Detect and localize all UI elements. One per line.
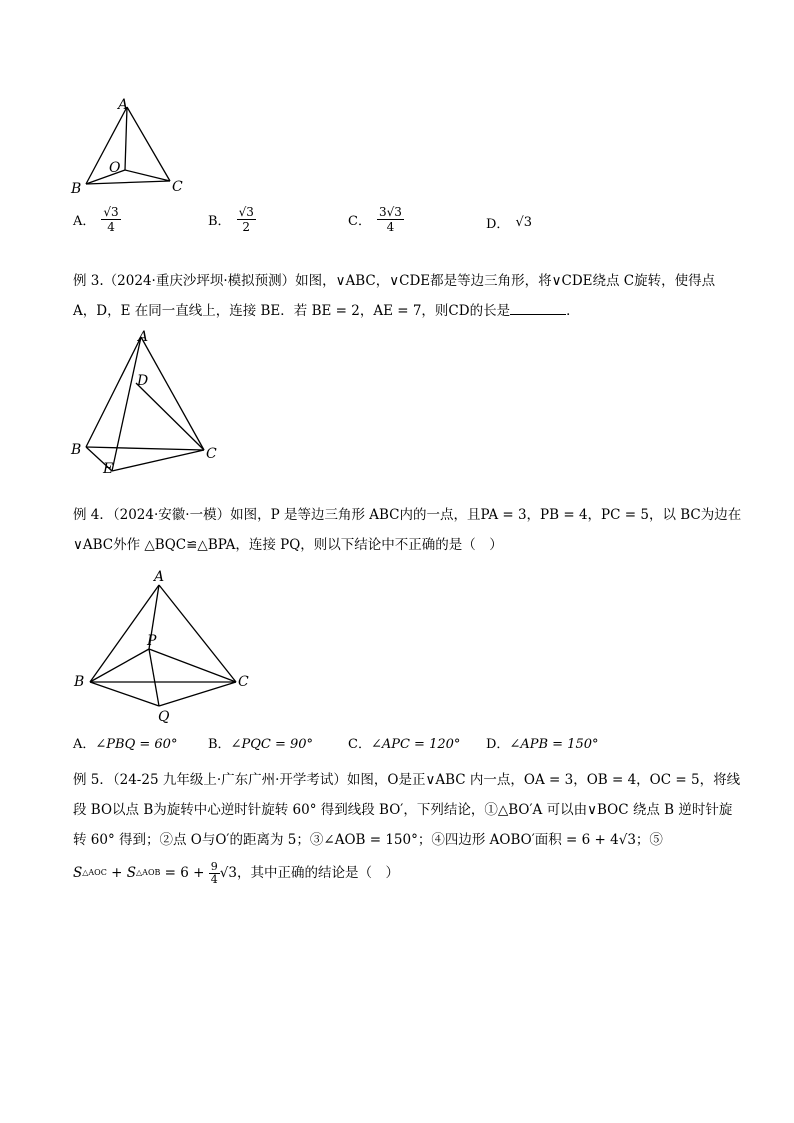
label-B: B: [71, 442, 82, 458]
figure-triangles-abcde: [65, 325, 225, 475]
label-B: B: [71, 181, 82, 197]
answer-blank[interactable]: [510, 300, 566, 315]
example-3-line-2: A，D，E 在同一直线上，连接 BE．若 BE = 2，AE = 7，则CD的长是 ．: [73, 296, 753, 326]
example-4-line-1: 例 4．（2024·安徽·一模）如图，P 是等边三角形 ABC内的一点，且PA = 3，PB = 4，PC = 5，以 BC为边在: [73, 507, 742, 523]
example-4-text: [73, 500, 753, 560]
label-Q: Q: [158, 709, 170, 725]
fraction: $\frac{√3}{2}$: [238, 205, 254, 234]
example-5-line-4: S △AOC + S △AOB = 6 + $\frac{9}{4}$ √3 ，其中正确的结论是（ ）: [73, 859, 399, 886]
option-a: A． $\frac{√3}{4}$: [73, 205, 119, 234]
label-C: C: [172, 179, 183, 195]
option-b: B． $\frac{√3}{2}$: [208, 205, 254, 234]
option-a: A．∠PBQ = 60°: [73, 737, 178, 752]
example-5-text: [73, 765, 753, 891]
label-E: E: [103, 461, 114, 475]
label-C: C: [238, 674, 249, 690]
label-A: A: [118, 97, 129, 113]
example-5-line-1: 例 5．（24-25 九年级上·广东广州·开学考试）如图，O是正∨ABC 内一点，OA = 3，OB = 4，OC = 5，将线: [73, 772, 741, 788]
example-5-line-3: 转 60° 得到；②点 O与O′的距离为 5；③∠AOB = 150°；④四边形 AOBO′面积 = 6 + 4√3；⑤: [73, 832, 663, 848]
fraction: $\frac{3√3}{4}$: [378, 205, 402, 234]
example-5-line-2: 段 BO以点 B为旋转中心逆时针旋转 60° 得到线段 BO′，下列结论，①△BO′A 可以由∨BOC 绕点 B 逆时针旋: [73, 802, 733, 818]
example-3-line-1: 例 3.（2024·重庆沙坪坝·模拟预测）如图，∨ABC，∨CDE都是等边三角形，将∨CDE绕点 C旋转，使得点: [73, 273, 716, 289]
figure-triangle-abco: [65, 95, 195, 200]
label-B: B: [74, 674, 85, 690]
option-c: C．∠APC = 120°: [348, 737, 461, 752]
label-P: P: [147, 633, 157, 649]
label-D: D: [137, 373, 149, 389]
option-c: C． $\frac{3√3}{4}$: [348, 205, 402, 234]
option-b: B．∠PQC = 90°: [208, 737, 314, 752]
label-A: A: [138, 329, 149, 345]
example-3-text: [73, 266, 753, 326]
label-C: C: [206, 446, 217, 462]
fraction: $\frac{9}{4}$: [210, 859, 218, 886]
label-A: A: [154, 569, 165, 585]
option-d: D．∠APB = 150°: [486, 737, 599, 752]
option-d: D． √3: [486, 215, 532, 232]
label-O: O: [109, 160, 121, 176]
example-4-line-2: ∨ABC外作 △BQC≌△BPA，连接 PQ，则以下结论中不正确的是（ ）: [73, 537, 503, 553]
figure-triangle-abcpq: [65, 565, 265, 725]
fraction: $\frac{√3}{4}$: [103, 205, 119, 234]
